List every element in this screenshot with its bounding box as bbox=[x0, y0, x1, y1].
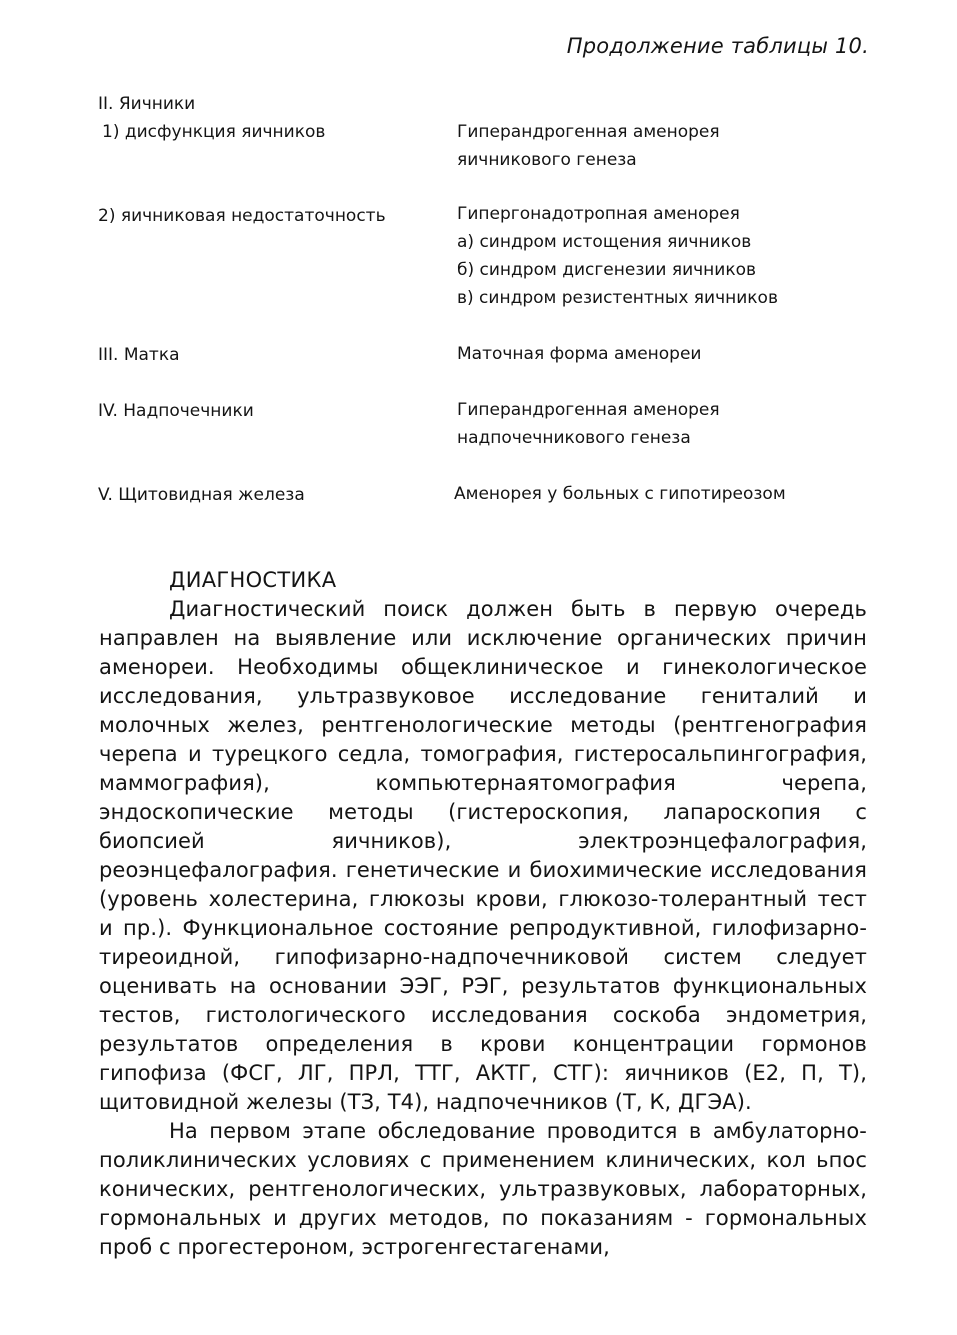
table-left-cell bbox=[98, 90, 195, 118]
table-text: Маточная форма аменореи bbox=[457, 344, 702, 364]
table-text: б) синдром дисгенезии яичников bbox=[457, 260, 757, 280]
table-text: Гиперандрогенная аменорея bbox=[457, 122, 720, 142]
table-text: в) синдром резистентных яичников bbox=[457, 288, 778, 308]
table-left-cell bbox=[98, 202, 386, 230]
table-right-cell bbox=[454, 480, 786, 508]
body-paragraph: На первом этапе обследование проводится в амбулаторно-поликлинических условиях с применением клинических, кол ьпос конических, рентгенологических, ультразвуковых, лабораторных, гормональных и других методов, по показаниям - гормональных проб с прогестероном, эстрогенгестагенами, bbox=[99, 1119, 867, 1259]
diagnostics-section bbox=[99, 566, 867, 1262]
table-text: III. Матка bbox=[98, 345, 180, 365]
body-paragraph: Диагностический поиск должен быть в первую очередь направлен на выявление или исключение органических причин аменореи. Необходимы общеклиническое и гинекологическое исследования, ультразвуковое исследование гениталий и молочных желез, рентгенологические методы (рентгенография черепа и турецкого седла, томография, гистеросальпингография, маммография), компьютернаятомография черепа, эндоскопические методы (гистероскопия, лапароскопия с биопсией яичников), электроэнцефалография, реоэнцефалография. генетические и биохимические исследования (уровень холестерина, глюкозы крови, глюкозо-толерантный тест и пр.). Функциональное состояние репродуктивной, гилофизарно-тиреоидной, гипофизарно-надпочечниковой систем следует оценивать на основании ЭЭГ, РЭГ, результатов функциональных тестов, гистологического исследования соскоба эндометрия, результатов определения в крови концентрации гормонов гипофиза (ФСГ, ЛГ, ПРЛ, ТТГ, АКТГ, СТГ): яичников (Е2, П, Т), щитовидной железы (ТЗ, Т4), надпочечников (Т, К, ДГЭА). bbox=[99, 597, 867, 1114]
table-right-cell bbox=[457, 340, 701, 368]
table-right-cell bbox=[457, 200, 778, 312]
table-left-cell bbox=[98, 397, 254, 425]
table-left-cell bbox=[102, 118, 325, 146]
table-left-cell bbox=[98, 481, 305, 509]
table-text: 2) яичниковая недостаточность bbox=[98, 206, 386, 226]
table-text: Аменорея у больных с гипотиреозом bbox=[454, 484, 786, 504]
table-right-cell bbox=[457, 396, 720, 452]
table-text: надпочечникового генеза bbox=[457, 428, 691, 448]
table-text: IV. Надпочечники bbox=[98, 401, 254, 421]
table-text: Гипергонадотропная аменорея bbox=[457, 204, 740, 224]
table-text: яичникового генеза bbox=[457, 150, 637, 170]
table-text: 1) дисфункция яичников bbox=[102, 122, 326, 142]
table-right-cell bbox=[457, 118, 720, 174]
table-text: II. Яичники bbox=[98, 94, 196, 114]
table-text: Гиперандрогенная аменорея bbox=[457, 400, 720, 420]
table-left-cell bbox=[98, 341, 180, 369]
table-text: V. Щитовидная железа bbox=[98, 485, 305, 505]
running-head: Продолжение таблицы 10. bbox=[566, 34, 869, 58]
section-heading: ДИАГНОСТИКА bbox=[169, 568, 337, 592]
table-text: а) синдром истощения яичников bbox=[457, 232, 752, 252]
